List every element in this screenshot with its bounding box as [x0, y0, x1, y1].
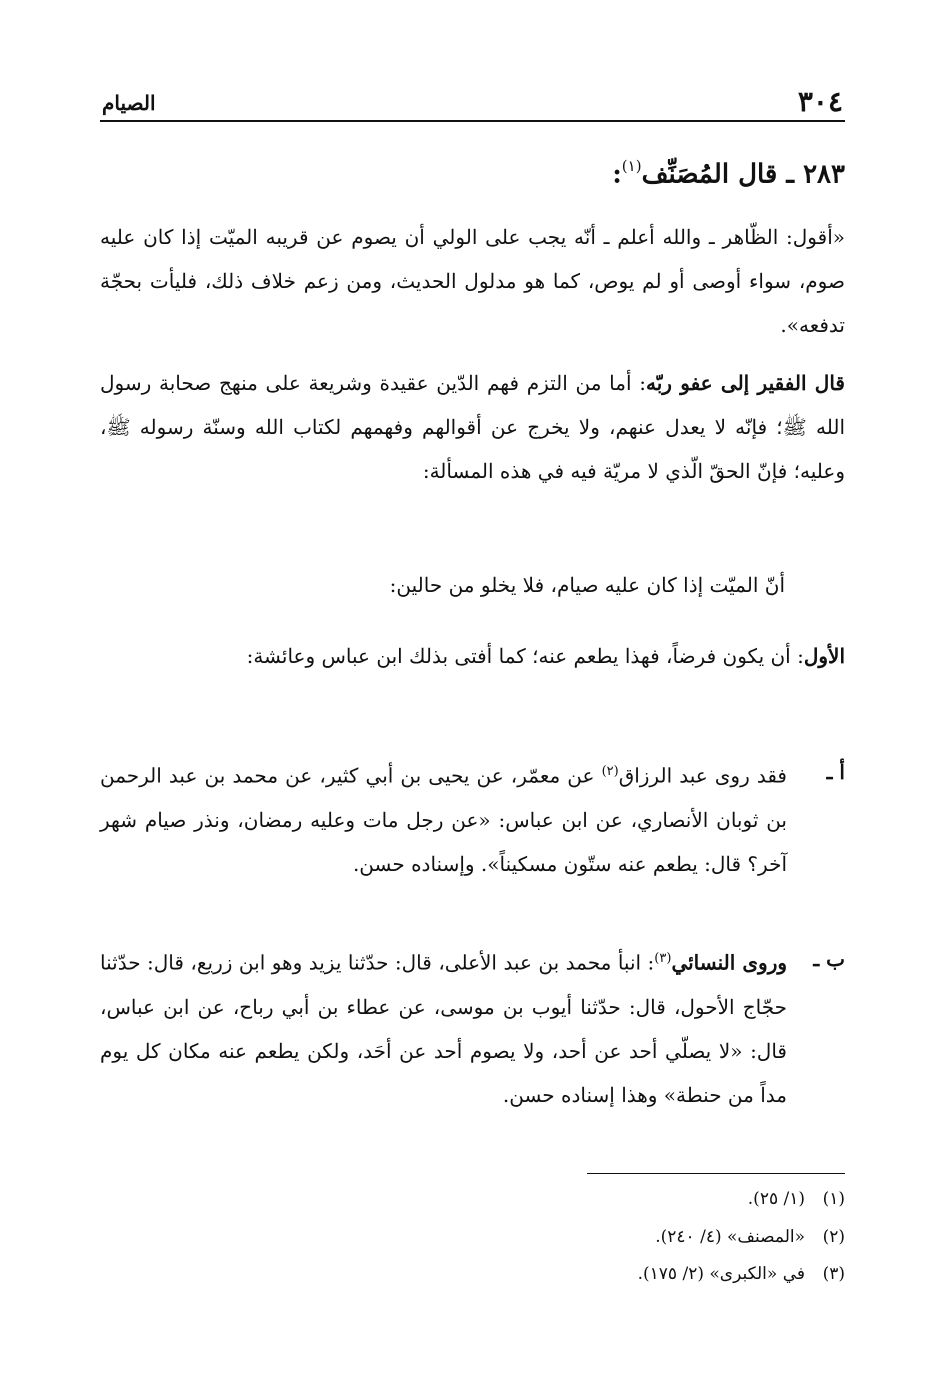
- list-item-a-text: [100, 750, 787, 886]
- list-marker-a: أ ـ: [826, 760, 845, 784]
- footnote-2-text: «المصنف» (٤/ ٢٤٠).: [655, 1227, 805, 1247]
- footnote-3-number: (٣): [822, 1264, 845, 1284]
- commentary-text: : أما من التزم فهم الدّين عقيدة وشريعة على منهج صحابة رسول الله ﷺ؛ فإنّه لا يعدل عنهم، ولا يخرج عن أقوالهم وفهمهم لكتاب الله وسنّة رسوله ﷺ، وعليه؛ فإنّ الحقّ الّذي لا مريّة فيه في هذه المسألة:: [100, 371, 845, 483]
- footnote-2: [655, 1222, 845, 1252]
- footnote-ref-1[interactable]: (١): [621, 157, 642, 175]
- footnote-1-text: (١/ ٢٥).: [747, 1189, 805, 1209]
- commentary-paragraph: [100, 361, 845, 493]
- two-cases-paragraph: أنّ الميّت إذا كان عليه صيام، فلا يخلو من حالين:: [389, 573, 785, 597]
- item-b-lead: وروى النسائي: [671, 950, 788, 975]
- first-case-lead: الأول: [803, 644, 845, 668]
- footnote-3-text: في «الكبرى» (٢/ ١٧٥).: [637, 1264, 805, 1284]
- commentary-lead: قال الفقير إلى عفو ربّه: [645, 371, 845, 395]
- item-b-body: : انبأ محمد بن عبد الأعلى، قال: حدّثنا يزيد وهو ابن زريع، قال: حدّثنا حجّاج الأحول، قال: حدّثنا أيوب بن موسى، عن عطاء بن أبي رباح، عن ابن عباس، قال: «لا يصلّي أحد عن أحد، ولا يصوم أحد عن أحَد، ولكن يطعم عنه مكان كل يوم مداً من حنطة» وهذا إسناده حسن.: [100, 950, 787, 1107]
- item-a-lead: فقد روى عبد الرزاق: [618, 763, 787, 788]
- list-item-b: [100, 937, 845, 1117]
- footnote-ref-2[interactable]: (٢): [601, 764, 619, 779]
- footnote-separator: [587, 1173, 845, 1174]
- footnote-2-number: (٢): [822, 1227, 845, 1247]
- section-number: ٢٨٣: [803, 159, 845, 190]
- author-quote: «أقول: الظّاهر ـ والله أعلم ـ أنّه يجب على الولي أن يصوم عن قريبه الميّت إذا كان عليه صوم، سواء أوصى أو لم يوص، كما هو مدلول الحديث، ومن زعم خلاف ذلك، فليأت بحجّة تدفعه».: [100, 225, 845, 337]
- footnote-1-number: (١): [822, 1189, 845, 1209]
- footnote-1: [748, 1184, 845, 1214]
- footnote-ref-3[interactable]: (٣): [654, 951, 672, 966]
- page: [100, 0, 845, 1381]
- page-header: [100, 84, 845, 122]
- footnote-3: [638, 1259, 845, 1289]
- page-number: ٣٠٤: [797, 85, 843, 118]
- running-title: الصيام: [102, 91, 156, 115]
- section-title: قال المُصَنِّف: [641, 159, 778, 190]
- section-heading: ٢٨٣ ـ قال المُصَنِّف$^{(١)}$:: [612, 157, 845, 190]
- list-marker-b: ب ـ: [813, 947, 845, 971]
- first-case-paragraph: [100, 634, 845, 678]
- item-a-body: عن معمّر، عن يحيى بن أبي كثير، عن محمد بن عبد الرحمن بن ثوبان الأنصاري، عن ابن عباس: «عن رجل مات وعليه رمضان، ونذر صيام شهر آخر؟ قال: يطعم عنه ستّون مسكيناً». وإسناده حسن.: [100, 763, 787, 876]
- list-item-a: [100, 750, 845, 886]
- first-case-text: : أن يكون فرضاً، فهذا يطعم عنه؛ كما أفتى بذلك ابن عباس وعائشة:: [246, 644, 804, 668]
- list-item-b-text: [100, 937, 787, 1117]
